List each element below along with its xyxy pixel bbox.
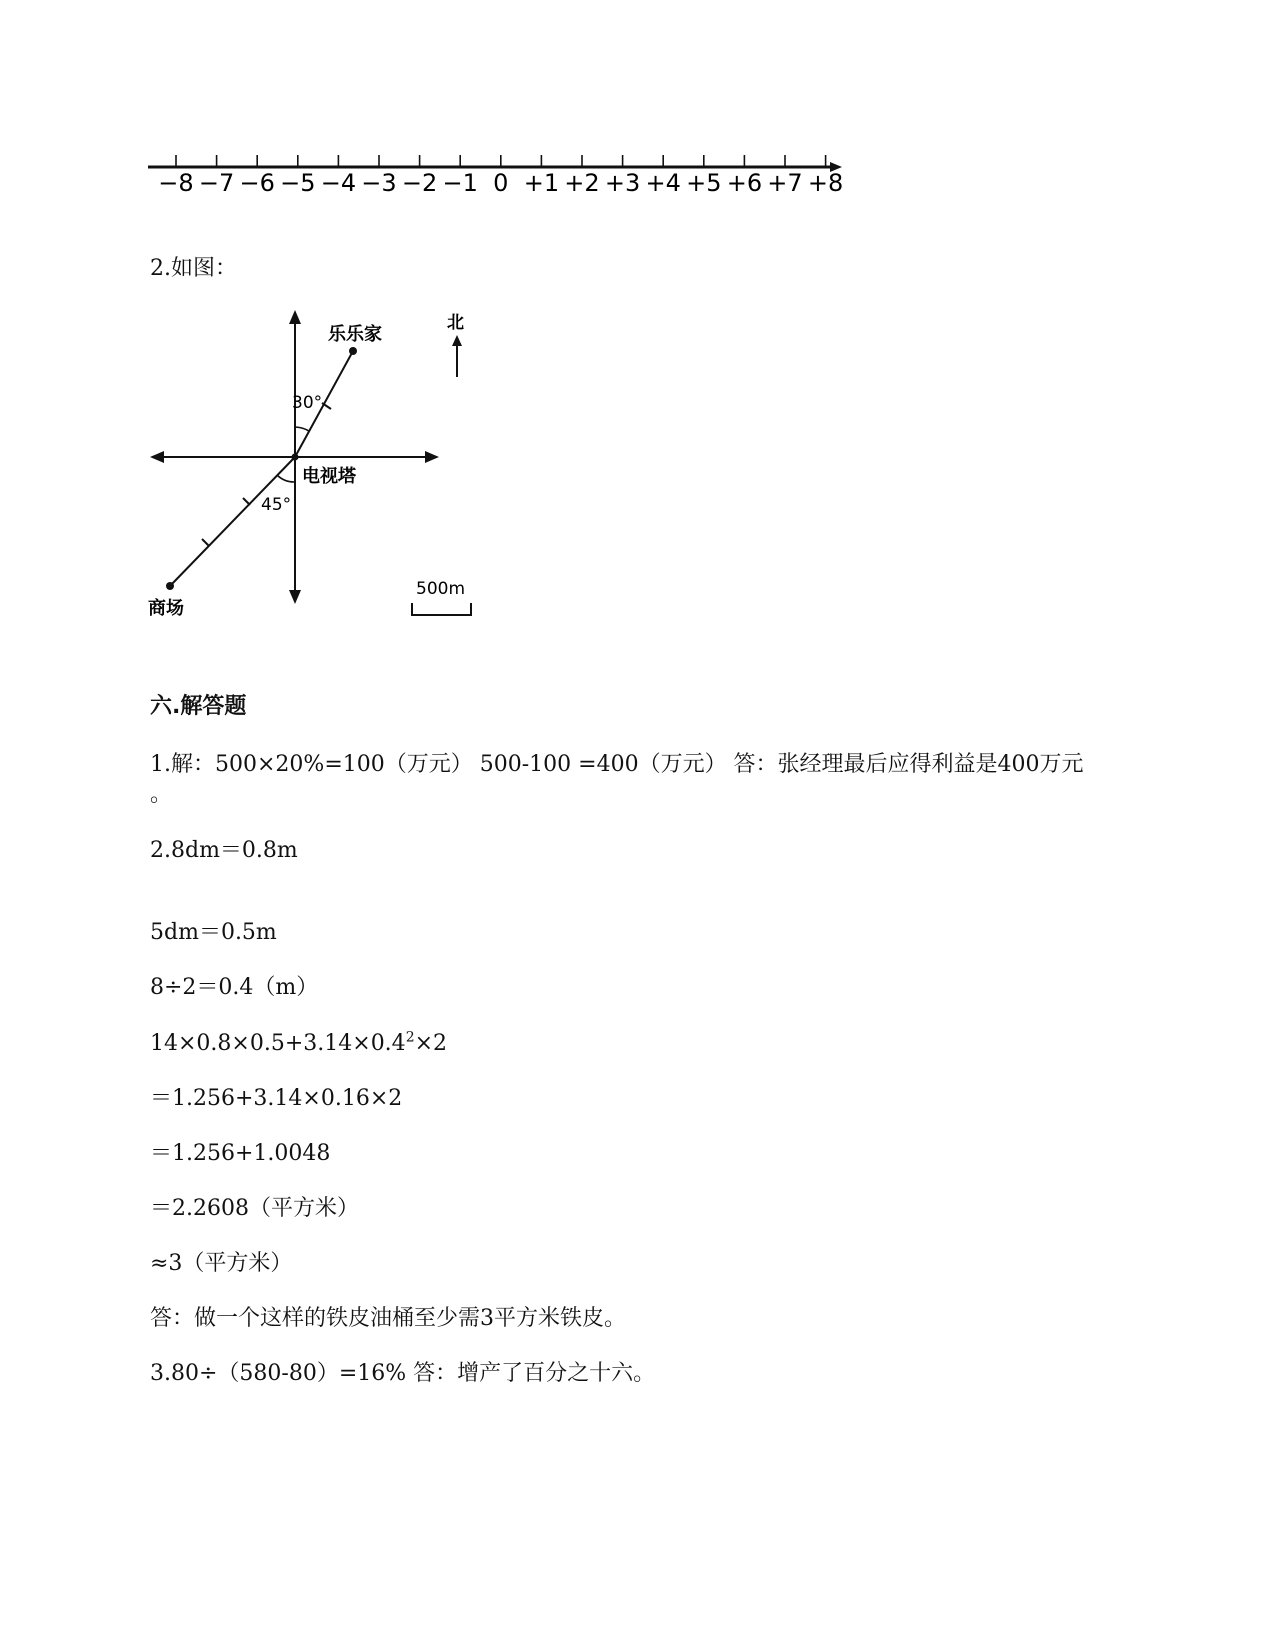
number-line-label: −4 — [320, 169, 357, 197]
south-arrow-head-icon — [289, 590, 301, 604]
answer-2-line-3: 8÷2＝0.4（m） — [150, 975, 319, 1000]
answer-1-line-2: 。 — [150, 782, 173, 807]
question-2-label: 2.如图： — [150, 256, 237, 281]
label-mall: 商场 — [148, 598, 184, 619]
number-line-label: +3 — [604, 169, 641, 197]
number-line-label: 0 — [493, 169, 509, 197]
number-line-label: +1 — [523, 169, 560, 197]
line-to-mall — [170, 457, 295, 586]
mall-point — [166, 582, 174, 590]
angle-label-45: 45° — [261, 495, 292, 515]
section-title: 六.解答题 — [150, 694, 247, 719]
answer-2-line-4-exponent: 2 — [405, 1029, 415, 1046]
answer-2-line-4 — [150, 1031, 447, 1057]
answer-2-line-4-base: 14×0.8×0.5+3.14×0.4 — [150, 1031, 406, 1056]
number-line-label: +7 — [767, 169, 803, 197]
number-line-label: −2 — [401, 169, 438, 197]
number-line-label: +2 — [564, 169, 600, 197]
north-indicator-arrow-icon — [452, 335, 462, 346]
angle-label-30: 30° — [292, 393, 323, 413]
east-arrow-head-icon — [425, 451, 439, 463]
angle-arc-45 — [277, 475, 295, 482]
number-line-label: +5 — [686, 169, 722, 197]
number-line-label: +8 — [807, 169, 844, 197]
answer-3: 3.80÷（580-80）=16% 答：增产了百分之十六。 — [150, 1361, 656, 1386]
angle-arc-30 — [295, 427, 309, 431]
answer-2-line-1: 2.8dm＝0.8m — [150, 838, 298, 863]
scale-bar — [412, 603, 471, 615]
answer-2-line-4-tail: ×2 — [414, 1031, 448, 1056]
number-line — [140, 150, 860, 210]
mall-tick-1 — [243, 498, 250, 505]
answer-2-line-5: ＝1.256+3.14×0.16×2 — [150, 1086, 403, 1111]
label-tower: 电视塔 — [302, 466, 356, 487]
west-arrow-head-icon — [150, 451, 164, 463]
home-point — [349, 347, 357, 355]
number-line-label: −3 — [361, 169, 397, 197]
number-line-label: −6 — [239, 169, 275, 197]
mall-tick-2 — [202, 539, 209, 546]
label-north: 北 — [447, 313, 464, 333]
tower-point — [292, 454, 299, 461]
answer-2-line-7: ＝2.2608（平方米） — [150, 1196, 359, 1221]
scale-label: 500m — [416, 579, 466, 599]
number-line-label: +4 — [645, 169, 681, 197]
number-line-label: −7 — [198, 169, 235, 197]
label-home: 乐乐家 — [328, 324, 382, 345]
number-line-label: −1 — [442, 169, 478, 197]
number-line-label: +6 — [726, 169, 763, 197]
answer-2-line-6: ＝1.256+1.0048 — [150, 1141, 331, 1166]
number-line-label: −5 — [280, 169, 316, 197]
answer-2-line-9: 答：做一个这样的铁皮油桶至少需3平方米铁皮。 — [150, 1306, 626, 1331]
direction-diagram — [140, 300, 500, 640]
answer-1-line-1: 1.解：500×20%=100（万元） 500-100 =400（万元） 答：张经理最后应得利益是400万元 — [150, 752, 1084, 777]
north-arrow-head-icon — [289, 310, 301, 324]
answer-2-line-8: ≈3（平方米） — [150, 1251, 293, 1276]
number-line-label: −8 — [158, 169, 194, 197]
answer-2-line-2: 5dm＝0.5m — [150, 920, 277, 945]
